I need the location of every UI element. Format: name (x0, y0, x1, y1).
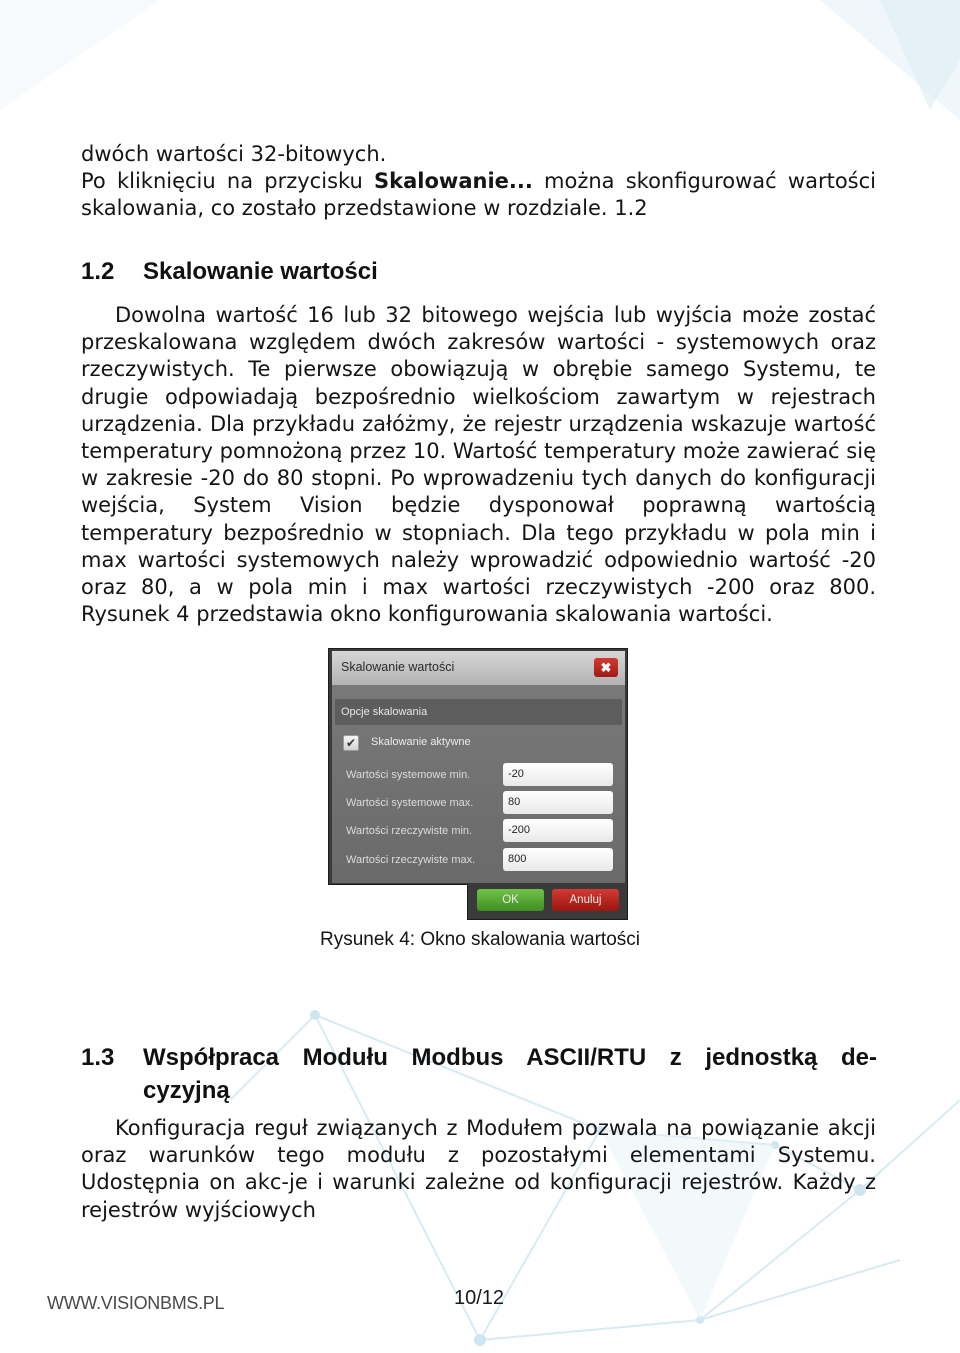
section-1-2-heading (81, 258, 876, 288)
ok-button[interactable]: OK (477, 889, 544, 911)
cancel-button[interactable]: Anuluj (552, 889, 619, 911)
system-min-input[interactable]: -20 (503, 763, 613, 786)
dialog-title: Skalowanie wartości (341, 660, 455, 674)
options-group-header (335, 699, 622, 725)
real-min-label: Wartości rzeczywiste min. (346, 825, 473, 837)
section-1-3-title-line-2: cyzyjną (143, 1077, 230, 1104)
scaling-active-checkbox[interactable]: ✔ (343, 735, 359, 751)
section-1-2-body: Dowolna wartość 16 lub 32 bitowego wejścia lub wyjścia może zostać przeskalowana względem dwóch zakresów wartości - systemowych oraz rzeczywistych. Te pierwsze obowiązują w obrębie samego Systemu, te drugie odpowiadają bezpośrednio wielkościom zawartym w rejestrach urządzenia. Dla przykładu załóżmy, że rejestr urządzenia wskazuje wartość temperatury pomnożoną przez 10. Wartość temperatury może zawierać się w zakresie -20 do 80 stopni. Po wprowadzeniu tych danych do konfiguracji wejścia, System Vision będzie dysponował poprawną wartością temperatury bezpośrednio w stopniach. Dla tego przykładu w pola min i max wartości systemowych należy wprowadzić odpowiednio wartość -20 oraz 80, a w pola min i max wartości rzeczywistych -200 oraz 800. Rysunek 4 przedstawia okno konfigurowania skalowania wartości. (81, 303, 876, 627)
figure-caption: Rysunek 4: Okno skalowania wartości (320, 929, 640, 950)
intro-line-2-start: Po kliknięciu na przycisku (81, 169, 375, 194)
intro-line-1: dwóch wartości 32-bitowych. (81, 142, 387, 166)
section-1-3-heading (81, 1041, 881, 1107)
close-icon: ✖ (600, 660, 612, 675)
dialog-close-button[interactable] (594, 658, 618, 677)
scaling-active-label: Skalowanie aktywne (371, 736, 471, 748)
site-logo: WWW.VISIONBMS.PL (47, 1293, 225, 1313)
section-1-2-number: 1.2 (81, 258, 115, 285)
section-1-3-body: Konfiguracja reguł związanych z Modułem pozwala na powiązanie akcji oraz warunków tego modułu z pozostałymi elementami Systemu. Udostępnia on akc-je i warunki zależne od konfiguracji rejestrów. Każdy z rejestrów wyjściowych (81, 1116, 876, 1222)
scaling-dialog (332, 651, 625, 883)
system-max-input[interactable]: 80 (503, 791, 613, 814)
section-1-2-title: Skalowanie wartości (143, 258, 378, 285)
section-1-3-title-line-1: Współpraca Modułu Modbus ASCII/RTU z jednostką de- (143, 1044, 877, 1071)
real-max-label: Wartości rzeczywiste max. (346, 854, 476, 866)
system-max-label: Wartości systemowe max. (346, 797, 474, 809)
system-min-label: Wartości systemowe min. (346, 769, 471, 781)
page-number: 10/12 (454, 1287, 505, 1309)
real-min-input[interactable]: -200 (503, 819, 613, 842)
dialog-titlebar (332, 651, 625, 685)
intro-line-2-end: można skonfigurować wartości skalowania, co zostało przedstawione w rozdziale. 1.2 (81, 169, 876, 221)
intro-paragraph (81, 141, 876, 223)
real-max-input[interactable]: 800 (503, 848, 613, 871)
section-1-3-number: 1.3 (81, 1044, 115, 1071)
intro-button-ref: Skalowanie... (374, 169, 533, 194)
options-group-label: Opcje skalowania (341, 706, 428, 718)
